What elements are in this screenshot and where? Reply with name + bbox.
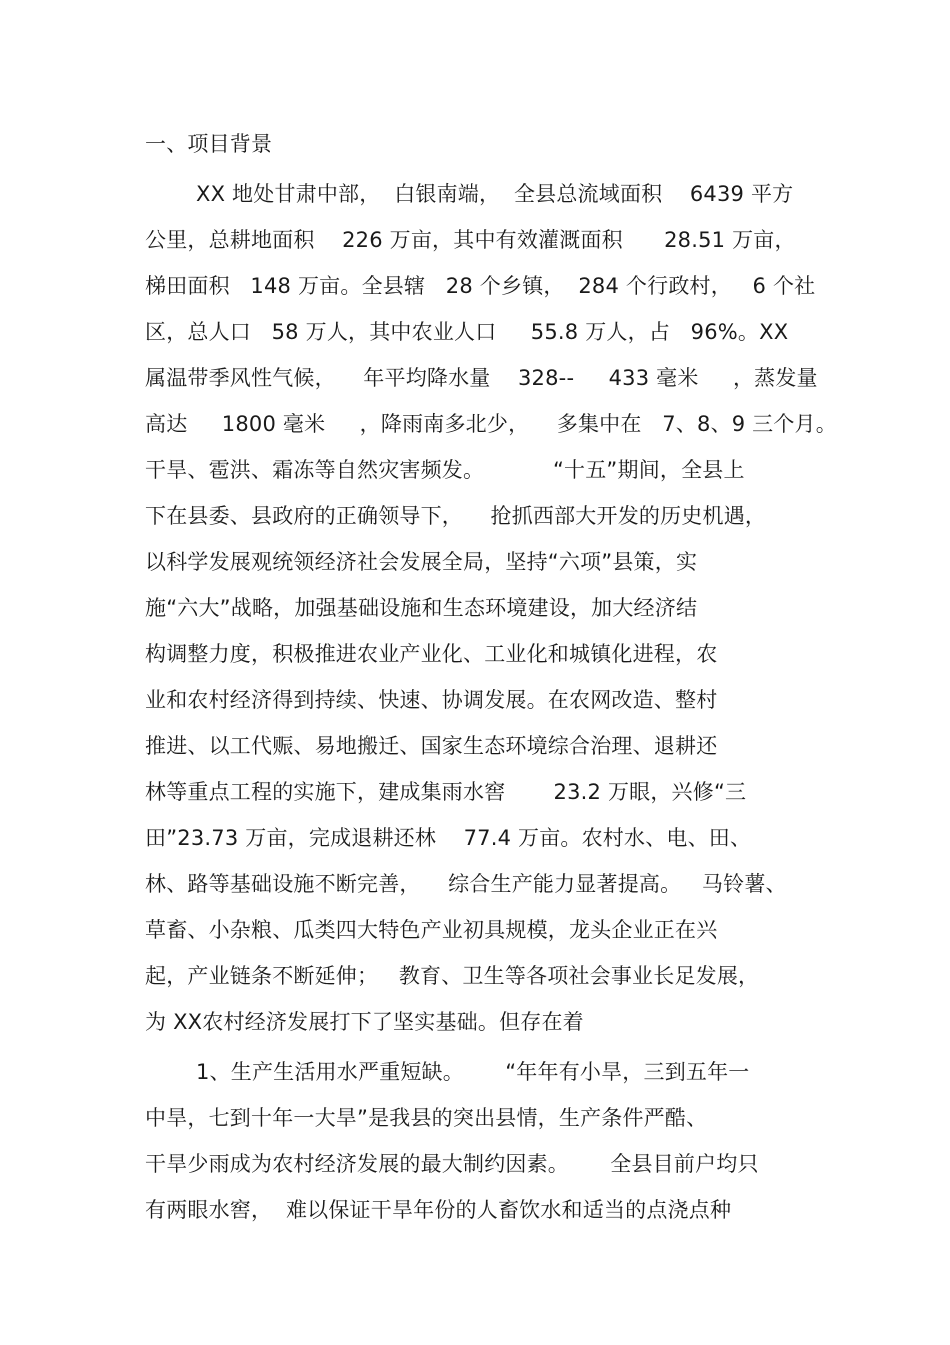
paragraph1-line: 下在县委、县政府的正确领导下， 抢抓西部大开发的历史机遇， [145,504,767,528]
paragraph1-line: 林、路等基础设施不断完善， 综合生产能力显著提高。 马铃薯、 [145,872,787,896]
paragraph1-line: 以科学发展观统领经济社会发展全局，坚持“六项”县策，实 [145,550,698,574]
paragraph1-line: 业和农村经济得到持续、快速、协调发展。在农网改造、整村 [145,688,718,712]
paragraph1-line: 施“六大”战略，加强基础设施和生态环境建设，加大经济结 [145,596,698,620]
paragraph1-line: 草畜、小杂粮、瓜类四大特色产业初具规模，龙头企业正在兴 [145,918,718,942]
paragraph1-line: 田”23.73 万亩，完成退耕还林 77.4 万亩。农村水、电、田、 [145,826,752,850]
paragraph1-line: 林等重点工程的实施下，建成集雨水窖 23.2 万眼，兴修“三 [145,780,747,804]
paragraph1-line: 公里，总耕地面积 226 万亩，其中有效灌溉面积 28.51 万亩， [145,228,796,252]
section-heading: 一、项目背景 [145,132,273,156]
paragraph1-line: 构调整力度，积极推进农业产业化、工业化和城镇化进程，农 [145,642,718,666]
paragraph2-line: 1、生产生活用水严重短缺。 “年年有小旱，三到五年一 [196,1060,750,1084]
paragraph1-line: 推进、以工代赈、易地搬迁、国家生态环境综合治理、退耕还 [145,734,718,758]
paragraph2-line: 干旱少雨成为农村经济发展的最大制约因素。 全县目前户均只 [145,1152,759,1176]
paragraph1-line: 干旱、雹洪、霜冻等自然灾害频发。 “十五”期间，全县上 [145,458,745,482]
paragraph1-line: 起，产业链条不断延伸； 教育、卫生等各项社会事业长足发展， [145,964,760,988]
paragraph1-line: 梯田面积 148 万亩。全县辖 28 个乡镇， 284 个行政村， 6 个社 [145,274,816,298]
paragraph1-line: 高达 1800 毫米 ，降雨南多北少， 多集中在 7、8、9 三个月。 [145,412,837,436]
paragraph2-line: 中旱，七到十年一大旱”是我县的突出县情，生产条件严酷、 [145,1106,708,1130]
paragraph1-line: 属温带季风性气候， 年平均降水量 328-- 433 毫米 ，蒸发量 [145,366,818,390]
paragraph1-line: XX 地处甘肃中部， 白银南端， 全县总流域面积 6439 平方 [196,182,794,206]
paragraph1-line: 为 XX农村经济发展打下了坚实基础。但存在着 [145,1010,584,1034]
paragraph2-line: 有两眼水窖， 难以保证干旱年份的人畜饮水和适当的点浇点种 [145,1198,732,1222]
paragraph1-line: 区，总人口 58 万人，其中农业人口 55.8 万人，占 96%。XX [145,320,789,344]
